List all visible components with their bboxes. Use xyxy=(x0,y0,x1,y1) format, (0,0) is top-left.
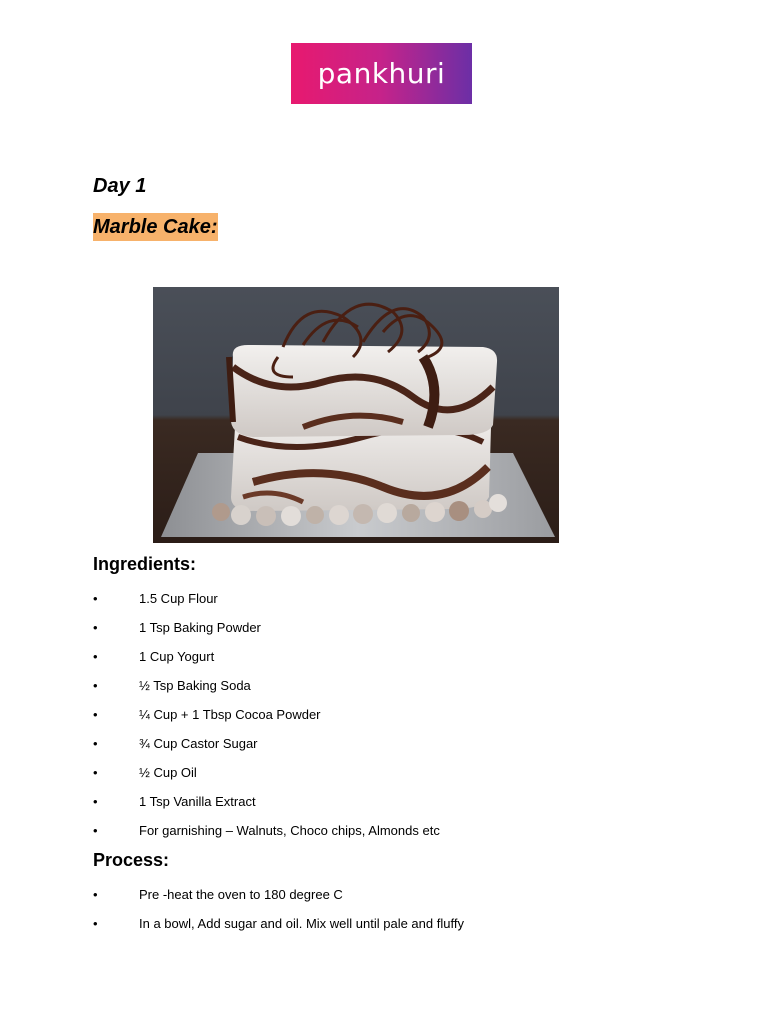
cake-photo xyxy=(153,287,559,543)
process-list xyxy=(93,887,464,945)
ingredient-item xyxy=(93,591,440,620)
bullet: • xyxy=(93,736,98,751)
bullet: • xyxy=(93,765,98,780)
cake-top-tier xyxy=(231,345,497,437)
ingredient-text: ½ Cup Oil xyxy=(139,765,197,780)
ingredient-text: For garnishing – Walnuts, Choco chips, Almonds etc xyxy=(139,823,440,838)
bullet: • xyxy=(93,707,98,722)
brand-logo-text: pankhuri xyxy=(317,57,446,90)
ingredient-item xyxy=(93,736,440,765)
brand-logo xyxy=(291,43,472,104)
ingredient-text: 1 Cup Yogurt xyxy=(139,649,215,664)
ingredient-text: 1 Tsp Baking Powder xyxy=(139,620,261,635)
bullet: • xyxy=(93,794,98,809)
day-label: Day 1 xyxy=(93,175,147,197)
ingredient-text: 1 Tsp Vanilla Extract xyxy=(139,794,256,809)
ingredient-item xyxy=(93,794,440,823)
bullet: • xyxy=(93,649,98,664)
ingredient-item xyxy=(93,823,440,852)
ingredient-item xyxy=(93,707,440,736)
ingredient-text: 1.5 Cup Flour xyxy=(139,591,218,606)
ingredient-text: ¾ Cup Castor Sugar xyxy=(139,736,258,751)
ingredient-item xyxy=(93,620,440,649)
bullet: • xyxy=(93,678,98,693)
process-text: In a bowl, Add sugar and oil. Mix well until pale and fluffy xyxy=(139,916,464,931)
ingredients-list xyxy=(93,591,440,852)
bullet: • xyxy=(93,823,98,838)
ingredient-item xyxy=(93,765,440,794)
ingredient-text: ½ Tsp Baking Soda xyxy=(139,678,251,693)
ingredients-heading: Ingredients: xyxy=(93,554,197,574)
ingredient-item xyxy=(93,649,440,678)
ingredient-item xyxy=(93,678,440,707)
process-text: Pre -heat the oven to 180 degree C xyxy=(139,887,343,902)
recipe-title: Marble Cake: xyxy=(93,213,218,241)
bullet: • xyxy=(93,887,98,902)
ingredient-text: ¼ Cup + 1 Tbsp Cocoa Powder xyxy=(139,707,321,722)
process-heading: Process: xyxy=(93,850,170,870)
bullet: • xyxy=(93,916,98,931)
bullet: • xyxy=(93,620,98,635)
process-step xyxy=(93,887,464,916)
process-step xyxy=(93,916,464,945)
bullet: • xyxy=(93,591,98,606)
